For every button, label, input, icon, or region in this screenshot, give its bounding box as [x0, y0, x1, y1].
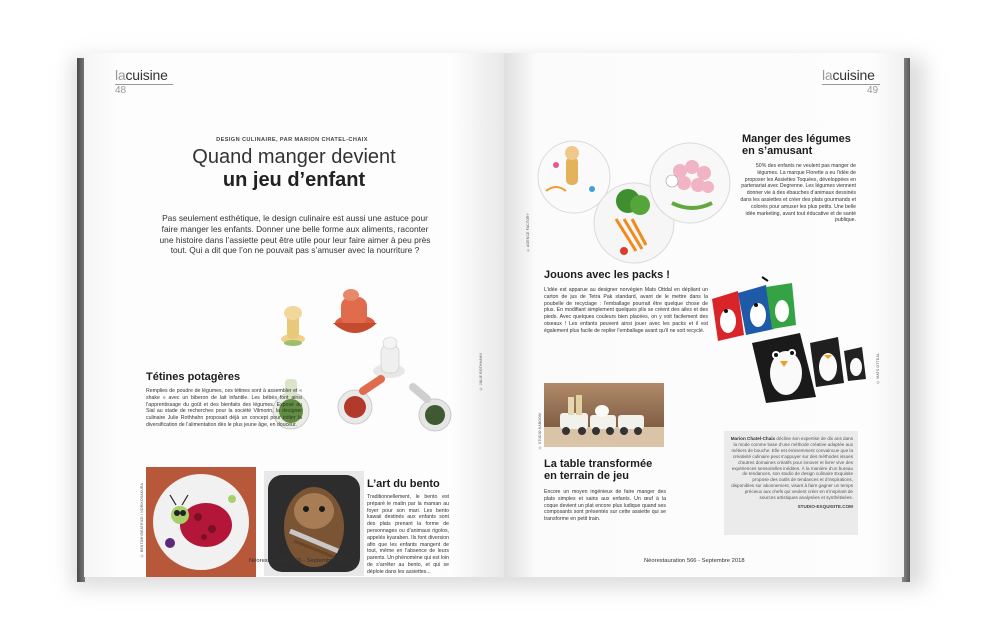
article-kicker: DESIGN CULINAIRE, PAR MARION CHATEL-CHAIX: [216, 137, 368, 143]
teat-clear: [373, 337, 405, 378]
penguin-packs-photo: [704, 271, 872, 403]
packs-text: L’idée est apparue au designer norvégien Mats Ottdal en dépliant un carton de jus de Tetra Pak standard, avant de le mettre dans la poubelle de recyclage : l’emballage pourrait être quelque chose de plus. En modifiant simplement quelques plis se créent des ailes et des pieds. Avec quelques couleurs bien placées, on y voit facilement des oiseaux ! Les enfants peuvent ainsi jouer avec les packs et il est également plus facile de replier l’emballage avant qu’il ne soit recyclé.: [544, 287, 708, 334]
page-footer: Néorestauration 566 - Septembre 2018: [249, 558, 350, 564]
packs-heading: Jouons avec les packs !: [544, 269, 670, 281]
table-text: Encore un moyen ingénieux de faire manger des plats simples et sains aux enfants. Un œuf à la coque devient un plat encore plus ludique quand ses composants sont présentés sur cette assiette qui se transforme en petit train.: [544, 489, 666, 523]
photo-credit: © MATS OTTDAL: [876, 353, 880, 385]
article-intro: Pas seulement esthétique, le design culinaire est aussi une astuce pour faire manger les enfants. Donner une belle forme aux aliments, raconter une histoire dans l’assiette peut être utile pour leur faire aimer à peu près tout. Qui a dit que l’on ne pouvait pas s’amuser avec la nourriture ?: [159, 213, 431, 256]
article-title-line2: un jeu d’enfant: [222, 169, 366, 191]
bento-heading: L’art du bento: [367, 478, 440, 490]
section-prefix: la: [822, 67, 833, 83]
pack-penguin-mid: [810, 337, 844, 387]
teat-red: [333, 289, 377, 333]
bio-name: Marion Chatel-Chaix: [730, 436, 776, 441]
bio-text: décline son expertise de dix ans dans la mode comme base d’une méthode créative adaptée aux métiers de bouche. Elle est éminemment convaincue que la créativité culinaire peut s’appuyer sur des méthodes issues d’autres domaines créatifs pour innover et livrer vive des expériences sensorielles inédites. À la manière d’un bureau de tendances, son studio de design culinaire Exquisite propose des outils de tendances et d’inspirations, disponibles sur abonnement, visant à faire gagner un temps précieux aux chefs qui veulent créer en s’inspirant de sources artistiques analysées et synthétisées.: [731, 436, 853, 501]
article-title-line1: Quand manger devient: [192, 146, 396, 168]
section-prefix: la: [115, 67, 126, 83]
photo-credit: © STUDIO KABOOM: [538, 413, 542, 450]
tetines-text: Remplies de poudre de légumes, ces tétines sont à assembler et « shake » avec un biberon de lait infantile. Les bébés font ainsi l’apprentissage du goût et des bienfaits des légumes. Exposé au Sial au stade de recherches pour la société Vilmorin, la designer culinaire Julie Rothhahn proposait déjà un concept pour initier la diversification de l’alimentation dès le plus jeune âge, en douceur.: [146, 388, 302, 428]
pack-penguin-large: [752, 333, 816, 403]
tetines-heading: Tétines potagères: [146, 371, 241, 383]
photo-credit: © AGENCE FACTORY: [526, 213, 530, 253]
bento-text: Traditionnellement, le bento est préparé le matin par la maman au foyer pour son mari. Les bento kawaii destinés aux enfants sont des plats prenant la forme de personnages ou d’animaux rigolos, appelés kyaraben. Ils font diversion afin que les enfants mangent de tout, même en l’absence de leurs parents. Un phénomène qui est loin de s’arrêter au bento, et qui se déploie dans les assiettes...: [367, 494, 449, 575]
page-footer: Néorestauration 566 - Septembre 2018: [644, 558, 745, 564]
train-plate-photo: [544, 383, 664, 447]
legumes-text: 50% des enfants ne veulent pas manger de légumes. La marque Florette a eu l’idée de proposer les Assiettes Toquées, développées en partenariat avec Degrenne. Les légumes viennent donner vie à des ébauches d’animaux dessinés dans les assiettes et créer des plats gourmands et colorés pour amuser les plus petits. Une belle idée marketing, avant tout éducative et de santé publique.: [740, 163, 856, 224]
legumes-heading-line2: en s’amusant: [742, 145, 813, 157]
photo-credit: © BENTOBYBEATRICE / NORIKOSAKURA: [140, 483, 144, 558]
teat-red-plate: [338, 379, 381, 424]
teat-yellow: [281, 306, 305, 346]
page-number: 49: [867, 85, 879, 96]
table-heading-line2: en terrain de jeu: [544, 470, 629, 482]
right-page: [504, 53, 904, 577]
section-name: cuisine: [125, 67, 168, 83]
bio-website-link[interactable]: STUDIO-EXQUISITE.COM: [797, 503, 853, 509]
pack-penguin-small: [844, 347, 866, 381]
pack-blue: [738, 277, 774, 335]
section-header-left: [115, 67, 168, 83]
page-number: 48: [115, 85, 127, 96]
ladybug-bento-photo: [146, 467, 256, 577]
legumes-heading-line1: Manger des légumes: [742, 133, 851, 145]
left-page: [84, 53, 504, 577]
table-heading-line1: La table transformée: [544, 458, 653, 470]
section-header-right: [822, 67, 875, 83]
author-bio-box: [724, 431, 858, 535]
photo-credit: © JULIE ROTHHAHN: [479, 353, 483, 391]
section-name: cuisine: [832, 67, 875, 83]
teat-dark-plate: [413, 387, 451, 431]
decorated-plates-photo: [532, 131, 732, 271]
